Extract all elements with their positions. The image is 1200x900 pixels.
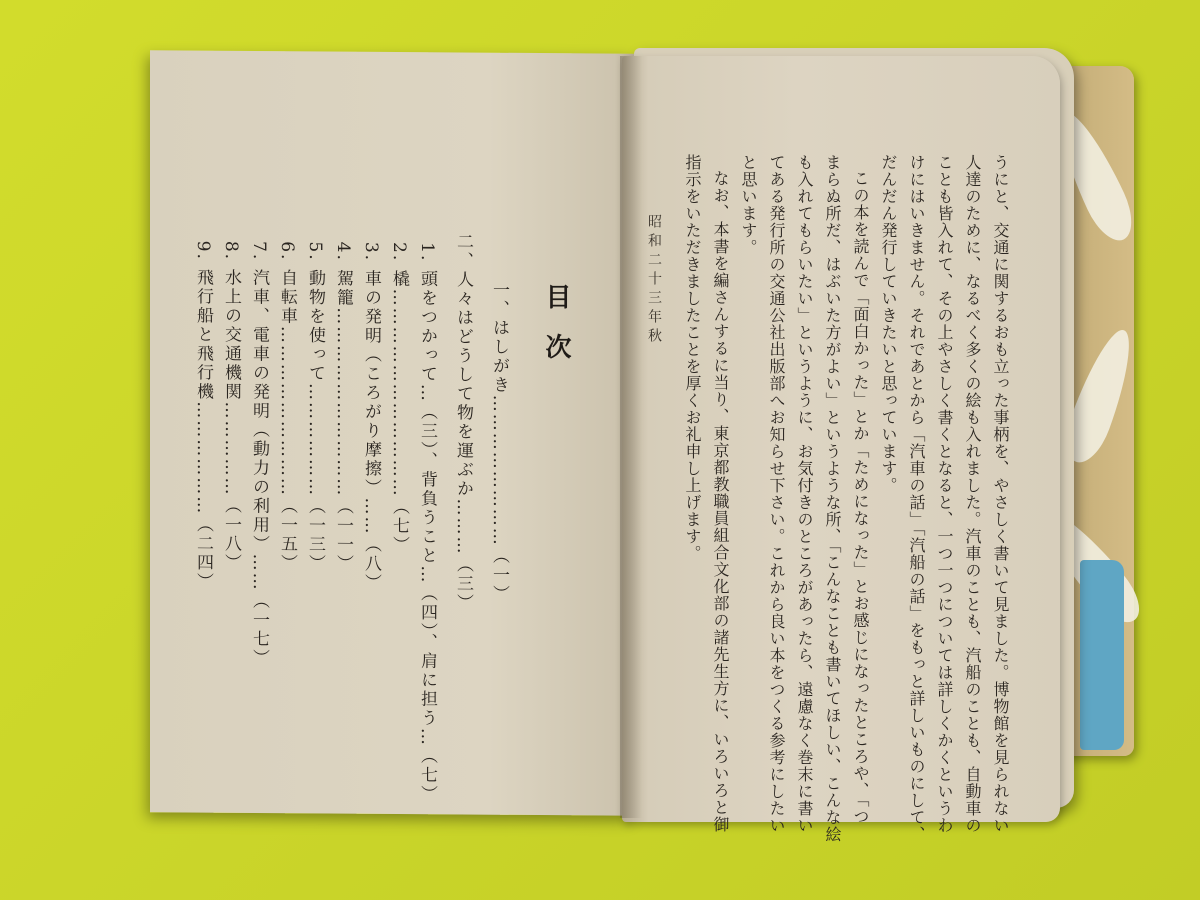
toc-entry: 5. 動物を使って………………（一三）: [305, 241, 325, 574]
toc-entry: 3. 車の発明（ころがり摩擦）……（八）: [361, 241, 381, 593]
toc-entry: 2. 橇……………………………（七）: [389, 241, 409, 555]
preface-line: ことも皆入れて、その上やさしく書くとなると、一つ一つについては詳しくかくというわ: [935, 154, 954, 834]
cover-blue-edge: [1080, 560, 1124, 750]
preface-line: けにはいきません。それであとから「汽車の話」「汽船の話」をもっと詳しいものにして、: [907, 154, 926, 843]
left-page-toc: [150, 50, 634, 815]
preface-line: この本を読んで「面白かった」とか「ためになった」とお感じになったところや、「つ: [851, 170, 870, 825]
preface-line: だんだん発行していきたいと思っています。: [879, 154, 898, 494]
toc-entry: 二、人々はどうして物を運ぶか………（三）: [453, 232, 473, 613]
book-gutter-shadow: [620, 56, 642, 818]
preface-line: 指示をいただきましたことを厚くお礼申し上げます。: [683, 154, 702, 562]
toc-title: 目次: [541, 283, 571, 384]
toc-entry: 6. 自転車………………………（一五）: [277, 241, 297, 573]
preface-date: 昭和二十三年秋: [646, 214, 662, 347]
preface-line: 人達のために、なるべく多くの絵も入れました。汽車のことも、汽船のことも、自動車の: [963, 154, 982, 834]
toc-entry: 7. 汽車、電車の発明（動力の利用）……（一七）: [249, 241, 269, 668]
toc-entry: 1. 頭をつかって…（三）、背負うこと…（四）、肩に担う…（七）: [417, 242, 437, 804]
preface-line: てある発行所の交通公社出版部へお知らせ下さい。これから良い本をつくる参考にしたい: [767, 154, 786, 834]
preface-line: まらぬ所だ、はぶいた方がよい」というような所、「こんなことも書いてほしい、こんな絵: [823, 154, 842, 843]
toc-entry: 一、はしがき……………………（一）: [489, 280, 509, 604]
preface-line: なお、本書を編さんするに当り、東京都教職員組合文化部の諸先生方に、いろいろと御: [711, 170, 730, 833]
preface-line: うにと、交通に関するおも立った事柄を、やさしく書いて見ました。博物館を見られない: [991, 154, 1010, 834]
toc-entry: 8. 水上の交通機関……………（一八）: [221, 240, 241, 573]
toc-entry: 9. 飛行船と飛行機………………（二四）: [193, 240, 213, 592]
preface-line: と思います。: [739, 154, 758, 256]
toc-entry: 4. 駕籠…………………………（一一）: [333, 241, 353, 574]
preface-line: も入れてもらいたい」というように、お気付きのところがあったら、遠慮なく巻末に書い: [795, 154, 814, 834]
right-page-preface: [622, 56, 1060, 843]
